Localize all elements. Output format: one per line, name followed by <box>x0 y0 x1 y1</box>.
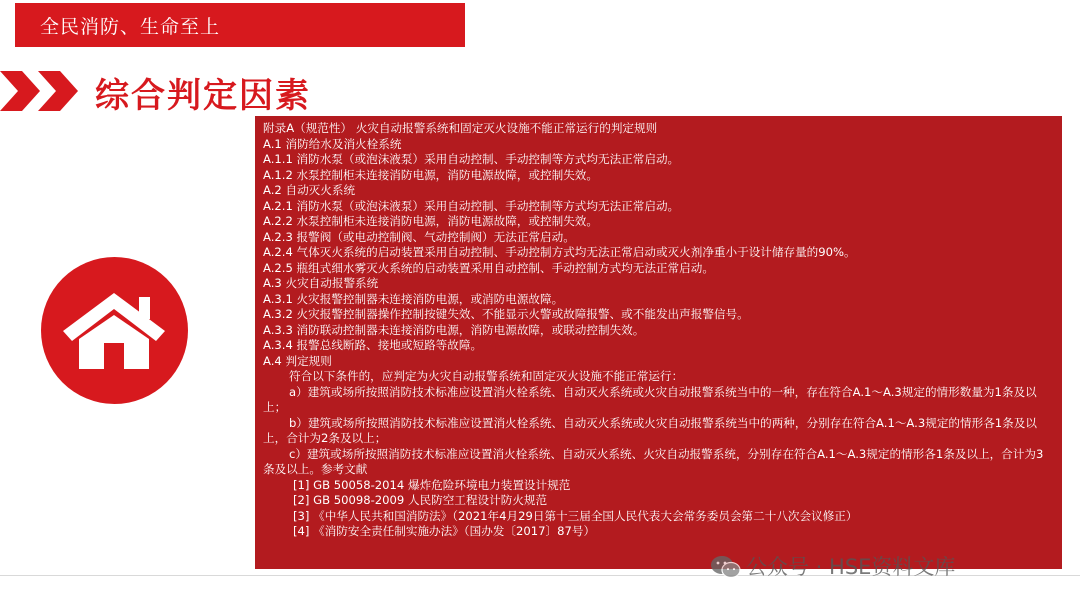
rule-line: A.3.4 报警总线断路、接地或短路等故障。 <box>263 338 483 352</box>
rule-line: A.3.2 火灾报警控制器操作控制按键失效、不能显示火警或故障报警、或不能发出声报警信号。 <box>263 307 749 321</box>
rule-line: A.2.5 瓶组式细水雾灭火系统的启动装置采用自动控制、手动控制方式均无法正常启动。 <box>263 260 714 275</box>
rule-line: A.1 消防给水及消火栓系统 <box>263 136 402 151</box>
rule-line: A.1.2 水泵控制柜未连接消防电源，消防电源故障，或控制失效。 <box>263 167 598 182</box>
reference-item: [2] GB 50098-2009 人民防空工程设计防火规范 <box>293 493 548 507</box>
rule-line: A.2 自动灭火系统 <box>263 183 356 197</box>
rule-line: A.3.1 火灾报警控制器未连接消防电源，或消防电源故障。 <box>263 291 564 306</box>
title-banner <box>15 3 465 47</box>
rule-condition-b: b）建筑或场所按照消防技术标准应设置消火栓系统、自动灭火系统或火灾自动报警系统当中的两种，分别存在符合A.1～A.3规定的情形各1条及以上，合计为2条及以上； <box>263 415 1037 445</box>
rule-line: A.4 判定规则 <box>263 353 332 368</box>
section-heading: 综合判定因素 <box>95 76 311 116</box>
home-icon <box>41 257 188 404</box>
rule-condition-c: c）建筑或场所按照消防技术标准应设置消火栓系统、自动灭火系统、火灾自动报警系统，分别存在符合A.1～A.3规定的情形各1条及以上，合计为3条及以上。参考文献 <box>263 446 1044 476</box>
reference-item: [1] GB 50058-2014 爆炸危险环境电力装置设计规范 <box>293 477 571 492</box>
double-chevron-icon <box>0 71 82 111</box>
home-icon-circle <box>41 257 188 404</box>
rule-intro: 符合以下条件的，应判定为火灾自动报警系统和固定灭火设施不能正常运行： <box>289 369 684 383</box>
wechat-icon <box>710 554 742 580</box>
rule-line: A.2.1 消防水泵（或泡沫液泵）采用自动控制、手动控制等方式均无法正常启动。 <box>263 198 680 213</box>
rule-line: A.2.4 气体灭火系统的启动装置采用自动控制、手动控制方式均无法正常启动或灭火剂净重小于设计储存量的90%。 <box>263 245 856 259</box>
watermark-text: 公众号 · HSE资料文库 <box>746 555 956 579</box>
rule-line: A.1.1 消防水泵（或泡沫液泵）采用自动控制、手动控制等方式均无法正常启动。 <box>263 152 680 166</box>
rules-panel <box>255 116 1062 569</box>
rule-line: 附录A（规范性） 火灾自动报警系统和固定灭火设施不能正常运行的判定规则 <box>263 121 658 135</box>
rule-line: A.2.2 水泵控制柜未连接消防电源，消防电源故障，或控制失效。 <box>263 214 598 228</box>
rule-line: A.3.3 消防联动控制器未连接消防电源，消防电源故障，或联动控制失效。 <box>263 322 645 337</box>
reference-item: [3] 《中华人民共和国消防法》（2021年4月29日第十三届全国人民代表大会常务委员会第二十八次会议修正） <box>293 508 858 523</box>
rule-line: A.3 火灾自动报警系统 <box>263 276 379 290</box>
reference-item: [4] 《消防安全责任制实施办法》（国办发〔2017〕87号） <box>293 524 596 538</box>
banner-title: 全民消防、生命至上 <box>40 16 221 38</box>
rule-line: A.2.3 报警阀（或电动控制阀、气动控制阀）无法正常启动。 <box>263 229 575 244</box>
rule-condition-a: a）建筑或场所按照消防技术标准应设置消火栓系统、自动灭火系统或火灾自动报警系统当中的一种，存在符合A.1～A.3规定的情形数量为1条及以上； <box>263 384 1037 414</box>
